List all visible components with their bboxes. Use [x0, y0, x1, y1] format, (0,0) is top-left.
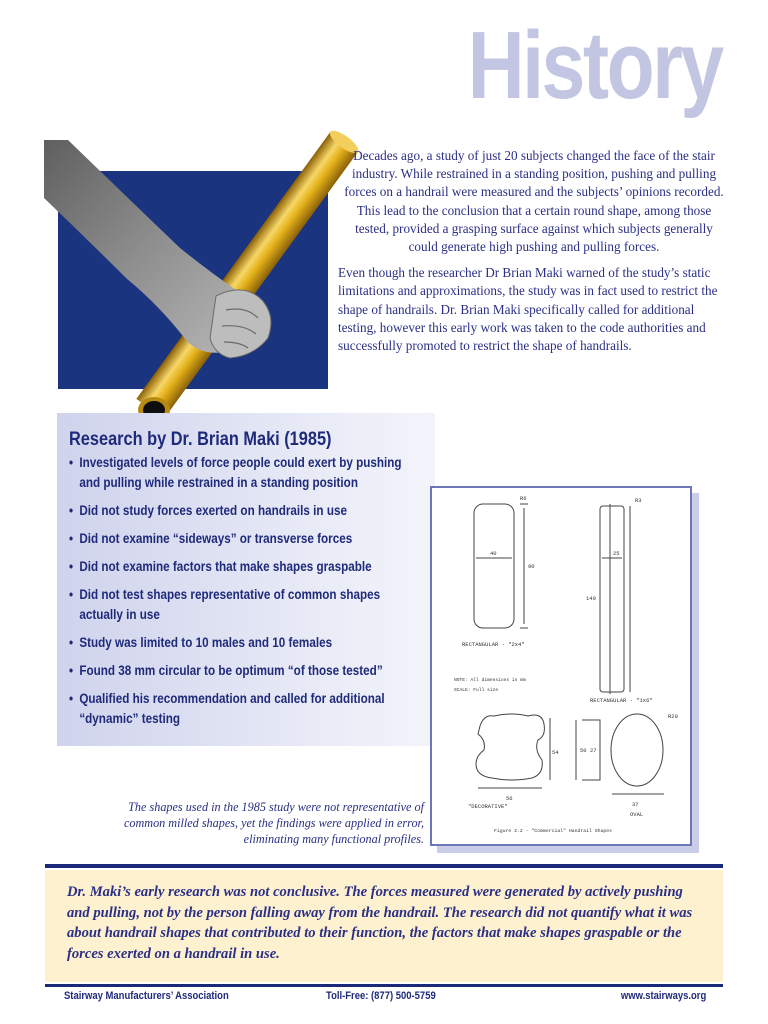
rect-2x4-label: RECTANGULAR - "2x4": [462, 641, 525, 648]
intro-paragraph-2: Even though the researcher Dr Brian Maki warned of the study’s static limitations and approximations, the study was in fact used to restrict the shape of handrails. Dr. Brian Maki specifically called for additional testing, however this early work was taken to the code authorities and successfully promoted to restrict the shape of handrails.: [338, 265, 718, 354]
research-item: • Qualified his recommendation and called for additional “dynamic” testing: [69, 689, 422, 729]
rect-1x6-radius: R3: [635, 497, 642, 504]
decorative-label: "DECORATIVE": [468, 803, 508, 810]
oval-width: 37: [632, 801, 639, 808]
rect-2x4-width: 40: [490, 550, 497, 557]
research-list: [69, 453, 423, 729]
intro-paragraph-1: Decades ago, a study of just 20 subjects changed the face of the stair industry. While restrained in a standing position, pushing and pulling forces on a handrail were measured and the subjects’ opinions recorded. This lead to the conclusion that a certain round shape, among those tested, provided a grasping surface against which subjects generally could generate high pushing and pulling forces.: [344, 148, 724, 255]
handrail-shapes-figure: [430, 486, 692, 846]
decorative-width: 56: [506, 795, 513, 802]
footer-rule: [45, 984, 723, 987]
rect-1x6-height: 140: [586, 595, 596, 602]
footer-phone: Toll-Free: (877) 500-5759: [326, 990, 436, 1002]
intro-text: [338, 147, 724, 363]
decorative-height: 54: [552, 749, 559, 756]
oval-radius: R20: [668, 713, 678, 720]
decorative-shape: [476, 714, 544, 780]
oval-height-inner: 27: [590, 747, 597, 754]
research-heading: Research by Dr. Brian Maki (1985): [69, 429, 332, 450]
handrail-shapes-drawing: [432, 488, 690, 844]
oval-shape: [611, 714, 663, 786]
oval-height-outer: 50: [580, 747, 587, 754]
rect-1x6-width: 25: [613, 550, 620, 557]
rect-2x4-shape: [474, 504, 514, 628]
research-item: • Did not examine factors that make shapes graspable: [69, 557, 422, 577]
figure-caption: Figure 2.2 - "Commercial" Handrail Shapes: [494, 829, 613, 834]
figure-note-2: SCALE: Full size: [454, 688, 499, 693]
research-panel: [57, 413, 435, 746]
footer-website: www.stairways.org: [620, 990, 706, 1002]
research-item: • Did not examine “sideways” or transverse forces: [69, 529, 422, 549]
research-item: • Did not study forces exerted on handrails in use: [69, 501, 422, 521]
hand-gripping-handrail-illustration: [40, 130, 370, 430]
conclusion-callout: Dr. Maki’s early research was not conclusive. The forces measured were generated by actively pushing and pulling, not by the person falling away from the handrail. The research did not quantify what it was about handrail shapes that contributed to their function, the factors that make shapes graspable or the forces exerted on a handrail in use.: [45, 870, 723, 982]
rect-1x6-shape: [600, 506, 624, 692]
rect-1x6-label: RECTANGULAR - "1x6": [590, 697, 653, 704]
research-item: • Investigated levels of force people could exert by pushing and pulling while restrained in a standing position: [69, 453, 422, 493]
oval-label: OVAL: [630, 811, 644, 818]
figure-caption-text: The shapes used in the 1985 study were not representative of common milled shapes, yet the findings were applied in error, eliminating many functional profiles.: [123, 800, 424, 846]
page-footer: [64, 990, 706, 1006]
rect-2x4-radius: R6: [520, 495, 527, 502]
callout-top-rule: [45, 864, 723, 868]
research-item: • Study was limited to 10 males and 10 females: [69, 633, 422, 653]
footer-association: Stairway Manufacturers’ Association: [64, 990, 229, 1002]
research-item: • Found 38 mm circular to be optimum “of those tested”: [69, 661, 422, 681]
page-title: History: [468, 12, 722, 119]
rect-2x4-height: 90: [528, 563, 535, 570]
figure-note-1: NOTE: All dimensions in mm: [454, 678, 526, 683]
research-item: • Did not test shapes representative of common shapes actually in use: [69, 585, 422, 625]
